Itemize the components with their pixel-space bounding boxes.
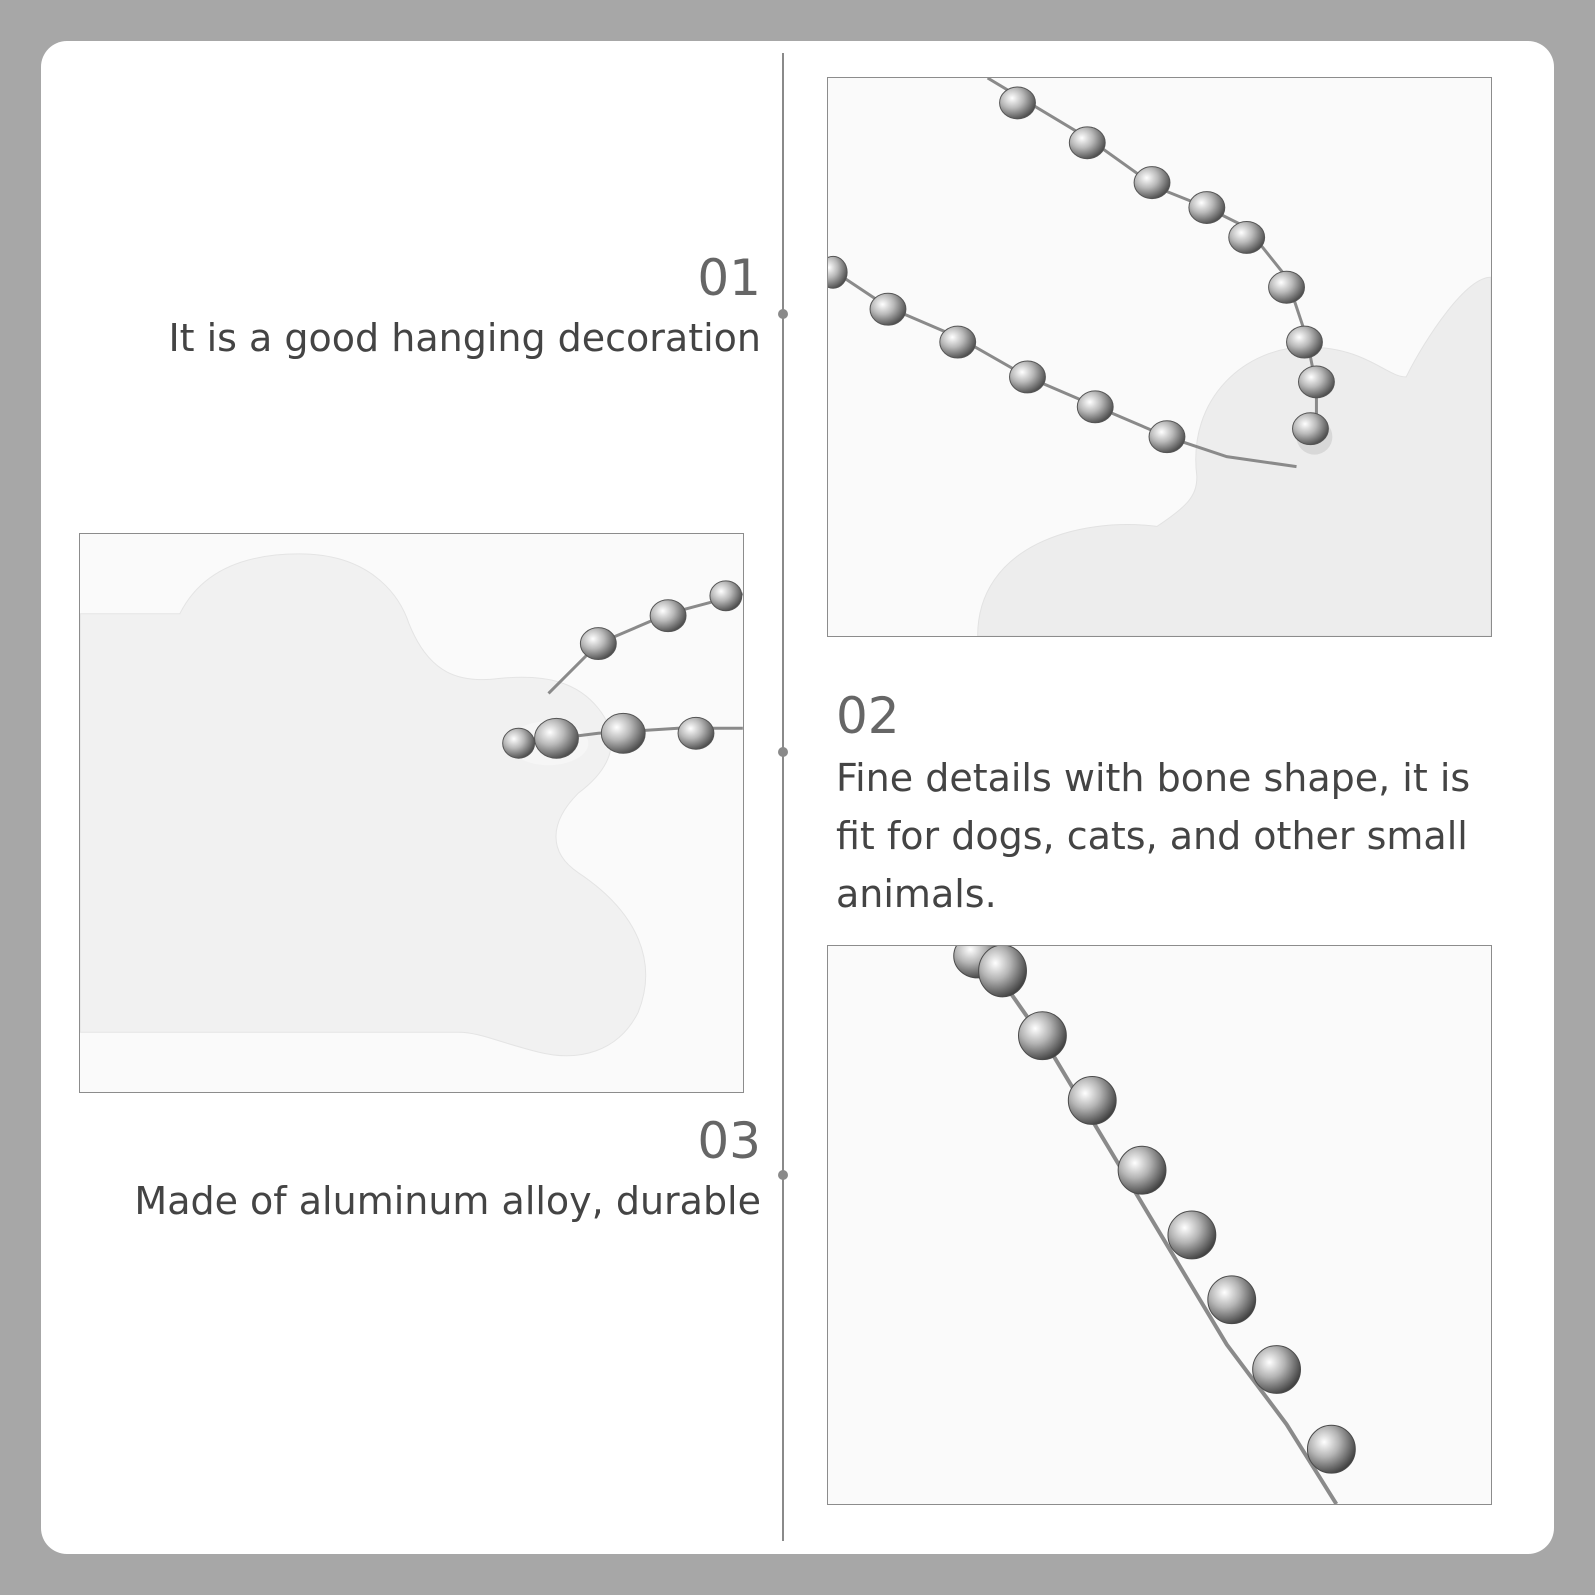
bone-tag-closeup-photo xyxy=(79,533,744,1093)
bone-tag-chain-photo xyxy=(827,77,1492,637)
divider-marker-02 xyxy=(778,747,788,757)
ball-chain-closeup-icon xyxy=(828,946,1491,1504)
divider-marker-03 xyxy=(778,1170,788,1180)
bone-tag-closeup-icon xyxy=(80,534,743,1092)
feature-text-03: Made of aluminum alloy, durable xyxy=(134,1179,761,1223)
ball-chain-closeup-photo xyxy=(827,945,1492,1505)
feature-text-01: It is a good hanging decoration xyxy=(168,316,761,360)
divider-marker-01 xyxy=(778,309,788,319)
feature-number-02: 02 xyxy=(836,687,900,745)
center-divider xyxy=(782,53,784,1541)
feature-text-02: Fine details with bone shape, it is fit for dogs, cats, and other small animals. xyxy=(836,756,1471,916)
feature-number-01: 01 xyxy=(697,249,761,307)
bone-tag-chain-icon xyxy=(828,78,1491,636)
feature-number-03: 03 xyxy=(697,1112,761,1170)
product-feature-card xyxy=(41,41,1554,1554)
